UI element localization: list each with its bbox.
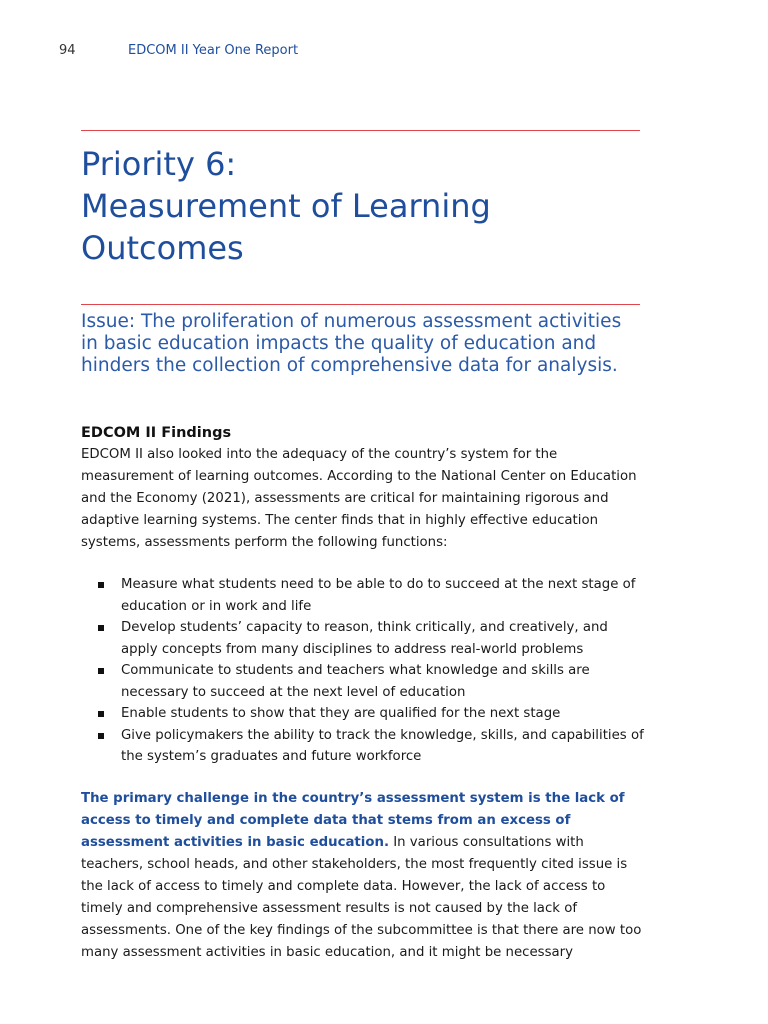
page-number: 94: [59, 43, 76, 58]
square-bullet-icon: [98, 625, 104, 631]
running-header: EDCOM II Year One Report: [128, 43, 299, 58]
title-line-1: Priority 6:: [81, 145, 237, 183]
square-bullet-icon: [98, 582, 104, 588]
page-title: [81, 143, 681, 269]
square-bullet-icon: [98, 711, 104, 717]
title-line-2: Measurement of Learning: [81, 187, 491, 225]
list-item: [81, 725, 646, 768]
issue-divider: [81, 304, 640, 305]
list-item-text: Enable students to show that they are qualified for the next stage: [121, 706, 561, 721]
square-bullet-icon: [98, 668, 104, 674]
top-divider: [81, 130, 640, 131]
list-item-text: Measure what students need to be able to do to succeed at the next stage of education or in work and life: [121, 577, 636, 614]
list-item: [81, 703, 646, 725]
challenge-paragraph: [81, 788, 646, 964]
square-bullet-icon: [98, 733, 104, 739]
highlighted-statement: The primary challenge in the country’s assessment system is the lack of access to timely and complete data that stems from an excess of assessment activities in basic education.: [81, 790, 625, 850]
list-item-text: Develop students’ capacity to reason, think critically, and creatively, and apply concepts from many disciplines to address real-world problems: [121, 620, 608, 657]
list-item-text: Communicate to students and teachers what knowledge and skills are necessary to succeed at the next level of education: [121, 663, 590, 700]
list-item: [81, 574, 646, 617]
list-item: [81, 617, 646, 660]
title-line-3: Outcomes: [81, 229, 244, 267]
list-item-text: Give policymakers the ability to track the knowledge, skills, and capabilities of the system’s graduates and future workforce: [121, 727, 644, 764]
intro-paragraph: EDCOM II also looked into the adequacy of the country’s system for the measurement of learning outcomes. According to the National Center on Education and the Economy (2021), assessments are critical for maintaining rigorous and adaptive learning systems. The center finds that in highly effective education systems, assessments perform the following functions:: [81, 447, 637, 550]
list-item: [81, 660, 646, 703]
functions-list: [81, 574, 646, 768]
issue-statement: Issue: The proliferation of numerous assessment activities in basic education impacts the quality of education and hinders the collection of comprehensive data for analysis.: [81, 311, 622, 376]
section-heading: EDCOM II Findings: [81, 425, 232, 441]
paragraph-continuation: In various consultations with teachers, school heads, and other stakeholders, the most frequently cited issue is the lack of access to timely and complete data. However, the lack of access to timely and comprehensive assessment results is not caused by the lack of assessments. One of the key findings of the subcommittee is that there are now too many assessment activities in basic education, and it might be necessary: [81, 834, 642, 960]
findings-section: [81, 422, 646, 964]
